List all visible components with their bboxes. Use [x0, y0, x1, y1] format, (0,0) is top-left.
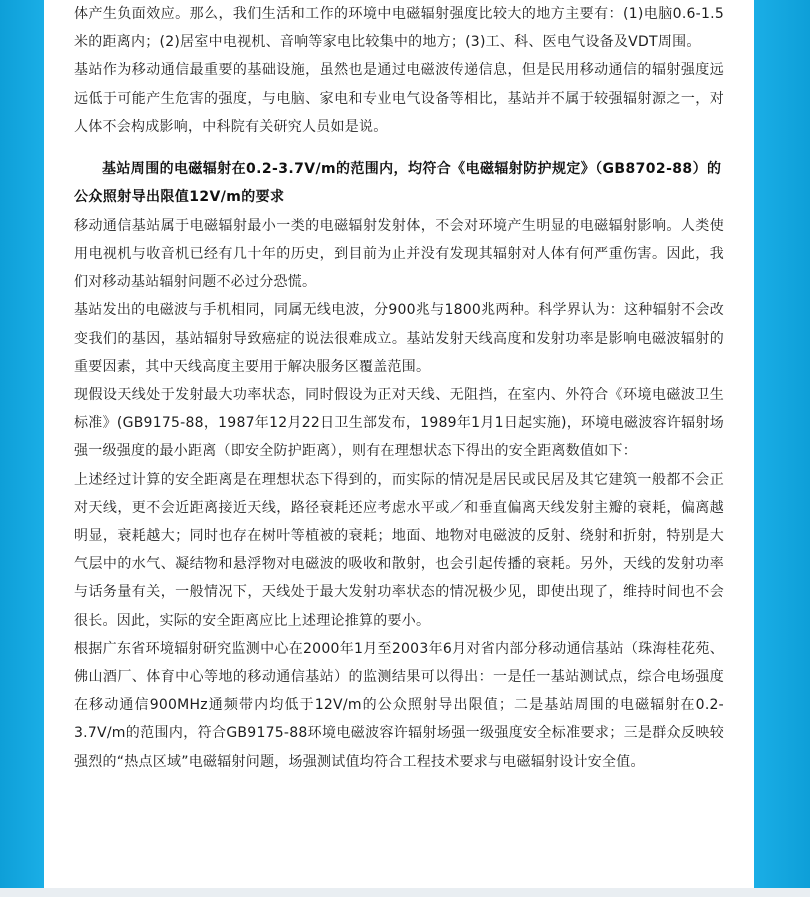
article-paragraph: 根据广东省环境辐射研究监测中心在2000年1月至2003年6月对省内部分移动通信基站（珠海桂花苑、佛山酒厂、体育中心等地的移动通信基站）的监测结果可以得出：一是任一基站测试点，综合电场强度在移动通信900MHz通频带内均低于12V/m的公众照射导出限值；二是基站周围的电磁辐射在0.2-3.7V/m的范围内，符合GB9175-88环境电磁波容许辐射场强一级强度安全标准要求；三是群众反映较强烈的“热点区域”电磁辐射问题，场强测试值均符合工程技术要求与电磁辐射设计安全值。: [74, 640, 724, 770]
article-paragraph: 上述经过计算的安全距离是在理想状态下得到的，而实际的情况是居民或民居及其它建筑一般都不会正对天线，更不会近距离接近天线，路径衰耗还应考虑水平或／和垂直偏离天线发射主瓣的衰耗，偏离越明显，衰耗越大；同时也存在树叶等植被的衰耗；地面、地物对电磁波的反射、绕射和折射，特别是大气层中的水气、凝结物和悬浮物对电磁波的吸收和散射，也会引起传播的衰耗。另外，天线的发射功率与话务量有关，一般情况下，天线处于最大发射功率状态的情况极少见，即使出现了，维持时间也不会很长。因此，实际的安全距离应比上述理论推算的要小。: [74, 471, 724, 629]
article-paragraph: 基站发出的电磁波与手机相同，同属无线电波，分900兆与1800兆两种。科学界认为：这种辐射不会改变我们的基因，基站辐射导致癌症的说法很难成立。基站发射天线高度和发射功率是影响电磁波辐射的重要因素，其中天线高度主要用于解决服务区覆盖范围。: [74, 302, 724, 375]
article-panel: [44, 0, 754, 888]
article-body: [74, 0, 724, 776]
section-heading: 基站周围的电磁辐射在0.2-3.7V/m的范围内，均符合《电磁辐射防护规定》（GB8702-88）的公众照射导出限值12V/m的要求: [74, 161, 722, 206]
left-background-band: [0, 0, 44, 897]
right-background-band: [754, 0, 810, 897]
bottom-strip: [0, 888, 810, 897]
article-paragraph: 基站作为移动通信最重要的基础设施，虽然也是通过电磁波传递信息，但是民用移动通信的辐射强度远远低于可能产生危害的强度，与电脑、家电和专业电气设备等相比，基站并不属于较强辐射源之一，对人体不会构成影响，中科院有关研究人员如是说。: [74, 62, 724, 135]
article-paragraph: 体产生负面效应。那么，我们生活和工作的环境中电磁辐射强度比较大的地方主要有：(1)电脑0.6-1.5米的距离内；(2)居室中电视机、音响等家电比较集中的地方；(3)工、科、医电气设备及VDT周围。: [74, 6, 724, 51]
article-paragraph: 移动通信基站属于电磁辐射最小一类的电磁辐射发射体，不会对环境产生明显的电磁辐射影响。人类使用电视机与收音机已经有几十年的历史，到目前为止并没有发现其辐射对人体有何严重伤害。因此，我们对移动基站辐射问题不必过分恐慌。: [74, 217, 724, 291]
article-paragraph: 现假设天线处于发射最大功率状态，同时假设为正对天线、无阻挡，在室内、外符合《环境电磁波卫生标准》(GB9175-88，1987年12月22日卫生部发布，1989年1月1日起实施)，环境电磁波容许辐射场强一级强度的最小距离（即安全防护距离），则有在理想状态下得出的安全距离数值如下：: [74, 387, 724, 460]
